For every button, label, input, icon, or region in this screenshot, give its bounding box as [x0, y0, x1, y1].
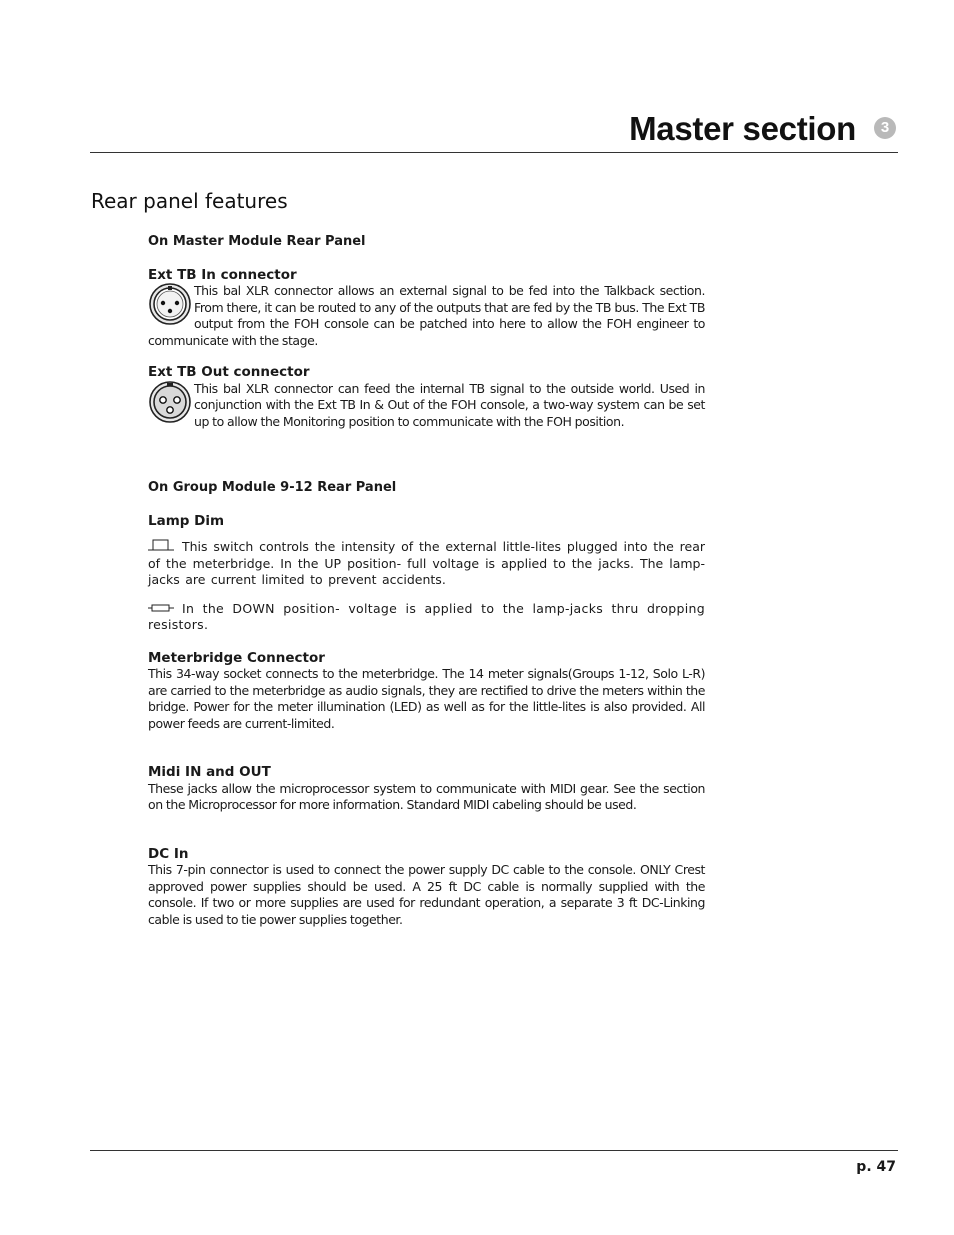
ext-tb-out-body: [148, 381, 705, 431]
page-header-title: Master section: [629, 110, 856, 147]
dc-in-heading: DC In: [148, 845, 189, 862]
footer-rule: [90, 1150, 898, 1151]
ext-tb-in-text: This bal XLR connector allows an external signal to be fed into the Talkback section. From there, it can be routed to any of the outputs that are fed by the TB bus. The Ext TB output from the FOH console can be patched into here to allow the FOH engineer to communicate with the stage.: [148, 283, 705, 348]
chapter-number-badge: 3: [874, 117, 896, 139]
meterbridge-heading: Meterbridge Connector: [148, 649, 325, 666]
ext-tb-out-block: [148, 364, 705, 430]
master-module-title: On Master Module Rear Panel: [148, 234, 366, 249]
page-number: p. 47: [856, 1159, 896, 1175]
header-rule: [90, 152, 898, 153]
meterbridge-text: This 34-way socket connects to the meterbridge. The 14 meter signals(Groups 1-12, Solo L-R) are carried to the meterbridge as audio signals, they are rectified to drive the meters within the bridge. Power for the meter illumination (LED) as well as for the little-lites is also provided. All power feeds are current-limited.: [148, 666, 705, 731]
xlr-female-icon: [148, 282, 194, 332]
meterbridge-block: [148, 650, 705, 733]
ext-tb-out-heading: Ext TB Out connector: [148, 364, 310, 380]
group-module-title: On Group Module 9-12 Rear Panel: [148, 480, 397, 495]
master-module-block: [148, 234, 705, 430]
lamp-dim-down-body: [148, 601, 705, 634]
lamp-dim-up-body: [148, 539, 705, 589]
lamp-dim-heading: Lamp Dim: [148, 512, 225, 529]
lamp-dim-up-text: This switch controls the intensity of the external little-lites plugged into the rear of the meterbridge. In the UP position- full voltage is applied to the jacks. The lamp-jacks are current limited to prevent accidents.: [148, 539, 705, 587]
section-heading: Rear panel features: [91, 189, 288, 213]
ext-tb-out-text: This bal XLR connector can feed the internal TB signal to the outside world. Used in conjunction with the Ext TB In & Out of the FOH console, a two-way system can be set up to allow the Monitoring position to communicate with the FOH position.: [194, 380, 705, 429]
lamp-dim-block: [148, 513, 705, 634]
group-module-block: [148, 480, 705, 928]
midi-block: [148, 764, 705, 814]
ext-tb-in-block: [148, 267, 705, 350]
midi-text: These jacks allow the microprocessor system to communicate with MIDI gear. See the section on the Microprocessor for more information. Standard MIDI cabeling should be used.: [148, 780, 705, 812]
switch-up-icon: [148, 539, 174, 551]
dc-in-block: [148, 846, 705, 929]
ext-tb-in-heading: Ext TB In connector: [148, 266, 297, 283]
xlr-male-icon: [148, 380, 194, 426]
ext-tb-in-body: [148, 283, 705, 349]
midi-heading: Midi IN and OUT: [148, 764, 271, 780]
lamp-dim-down-text: In the DOWN position- voltage is applied to the lamp-jacks thru dropping resistors.: [148, 600, 705, 632]
dc-in-text: This 7-pin connector is used to connect the power supply DC cable to the console. ONLY Crest approved power supplies should be used. A 25 ft DC cable is normally supplied with the console. If two or more supplies are used for redundant operation, a separate 3 ft DC-Linking cable is used to tie power supplies together.: [148, 862, 705, 927]
switch-down-icon: [148, 601, 174, 613]
